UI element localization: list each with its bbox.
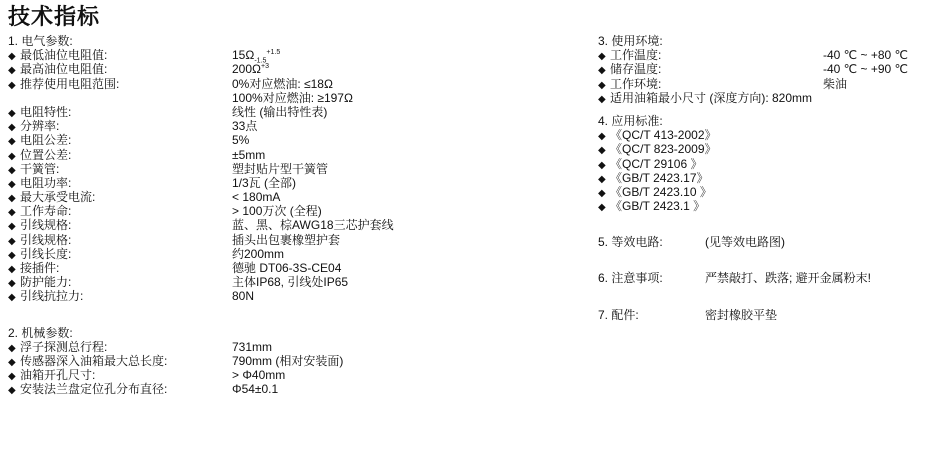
- electrical-param-row: [8, 176, 568, 190]
- electrical-param-row: [8, 91, 568, 105]
- electrical-param-label: ◆ 电阻功率:: [8, 176, 71, 192]
- diamond-bullet-icon: ◆: [598, 145, 606, 157]
- environment-param-value: -40 ℃ ~ +90 ℃: [823, 62, 908, 77]
- diamond-bullet-icon: ◆: [8, 371, 16, 383]
- tolerance-lower: -1.5: [254, 57, 267, 65]
- electrical-param-row: [8, 133, 568, 147]
- standards-list: [598, 128, 928, 213]
- left-column: [8, 34, 568, 397]
- electrical-param-label: ◆ 防护能力:: [8, 275, 71, 291]
- electrical-param-row: [8, 148, 568, 162]
- accessories-label: 7. 配件:: [598, 307, 639, 322]
- right-column: [598, 34, 928, 322]
- electrical-param-value: 5%: [232, 133, 250, 148]
- diamond-bullet-icon: ◆: [598, 65, 606, 77]
- diamond-bullet-icon: ◆: [8, 193, 16, 205]
- electrical-param-row: [8, 105, 568, 119]
- diamond-bullet-icon: ◆: [8, 178, 16, 190]
- electrical-param-label: ◆ 引线长度:: [8, 247, 71, 263]
- electrical-param-label: ◆ 电阻特性:: [8, 105, 71, 121]
- electrical-param-row: [8, 218, 568, 232]
- electrical-param-value: 线性 (输出特性表): [232, 104, 328, 119]
- diamond-bullet-icon: ◆: [598, 51, 606, 63]
- environment-param-label: ◆ 工作环境:: [598, 77, 661, 93]
- electrical-param-value: ±5mm: [232, 147, 266, 162]
- electrical-param-row: [8, 119, 568, 133]
- diamond-bullet-icon: ◆: [8, 249, 16, 261]
- diamond-bullet-icon: ◆: [8, 264, 16, 275]
- standard-item: ◆ 《GB/T 2423.17》: [598, 171, 928, 185]
- diamond-bullet-icon: ◆: [8, 65, 16, 77]
- section-mechanical-heading: 2. 机械参数:: [8, 325, 73, 340]
- electrical-param-label: ◆ 位置公差:: [8, 148, 71, 164]
- cautions-value: 严禁敲打、跌落; 避开金属粉末!: [705, 271, 872, 286]
- electrical-param-label: ◆ 最高油位电阻值:: [8, 62, 107, 78]
- equivalent-circuit-row: [598, 235, 928, 249]
- diamond-bullet-icon: ◆: [8, 136, 16, 148]
- diamond-bullet-icon: ◆: [8, 235, 16, 247]
- electrical-param-value: $200\Omega^{+3}$: [232, 62, 269, 77]
- electrical-param-row: [8, 247, 568, 261]
- electrical-param-label: ◆ 引线抗拉力:: [8, 289, 83, 305]
- electrical-param-value: 蓝、黑、棕AWG18三芯护套线: [232, 218, 394, 233]
- electrical-param-row: [8, 233, 568, 247]
- mechanical-params-list: [8, 340, 568, 397]
- page-title: 技术指标: [8, 4, 101, 29]
- electrical-param-value: 1/3瓦 (全部): [232, 175, 297, 190]
- electrical-param-row: [8, 261, 568, 275]
- environment-param-row: [598, 62, 928, 76]
- section-environment-heading: 3. 使用环境:: [598, 34, 663, 48]
- section-standards-heading: 4. 应用标准:: [598, 113, 663, 128]
- diamond-bullet-icon: ◆: [8, 278, 16, 290]
- diamond-bullet-icon: ◆: [8, 122, 16, 134]
- standard-item: ◆ 《GB/T 2423.1 》: [598, 199, 928, 213]
- electrical-param-label: ◆ 电阻公差:: [8, 133, 71, 149]
- equivalent-circuit-label: 5. 等效电路:: [598, 235, 663, 250]
- environment-param-row: [598, 91, 928, 105]
- diamond-bullet-icon: ◆: [8, 51, 16, 63]
- mechanical-param-value: 731mm: [232, 339, 273, 354]
- environment-param-value: 柴油: [823, 76, 848, 91]
- standard-item: ◆ 《QC/T 823-2009》: [598, 142, 928, 156]
- standard-item: ◆ 《QC/T 29106 》: [598, 157, 928, 171]
- electrical-param-row: [8, 48, 568, 65]
- electrical-param-value: 100%对应燃油: ≥197Ω: [232, 90, 353, 105]
- tolerance-upper: +1.5: [266, 49, 281, 57]
- diamond-bullet-icon: ◆: [598, 173, 606, 185]
- electrical-param-label: ◆ 最低油位电阻值:: [8, 48, 107, 64]
- environment-param-value: -40 ℃ ~ +80 ℃: [823, 48, 908, 63]
- standard-item: ◆ 《GB/T 2423.10 》: [598, 185, 928, 199]
- electrical-param-value: 0%对应燃油: ≤18Ω: [232, 76, 333, 91]
- mechanical-param-value: 790mm (相对安装面): [232, 353, 344, 368]
- cautions-label: 6. 注意事项:: [598, 271, 663, 286]
- cautions-row: [598, 271, 928, 285]
- electrical-param-value: > 100万次 (全程): [232, 204, 322, 219]
- environment-param-row: [598, 48, 928, 62]
- mechanical-param-label: ◆ 传感器深入油箱最大总长度:: [8, 354, 167, 370]
- diamond-bullet-icon: ◆: [8, 292, 16, 304]
- accessories-row: [598, 308, 928, 322]
- electrical-param-row: [8, 77, 568, 91]
- diamond-bullet-icon: ◆: [8, 385, 16, 397]
- electrical-param-label: ◆ 引线规格:: [8, 218, 71, 234]
- electrical-param-value: < 180mA: [232, 190, 281, 205]
- electrical-param-row: [8, 190, 568, 204]
- environment-param-row: [598, 77, 928, 91]
- mechanical-param-row: [8, 368, 568, 382]
- section-electrical-heading: 1. 电气参数:: [8, 34, 73, 48]
- diamond-bullet-icon: ◆: [8, 150, 16, 162]
- diamond-bullet-icon: ◆: [598, 131, 606, 143]
- diamond-bullet-icon: ◆: [8, 356, 16, 368]
- electrical-param-row: [8, 275, 568, 289]
- electrical-param-value: 德驰 DT06-3S-CE04: [232, 261, 342, 275]
- mechanical-param-row: [8, 382, 568, 396]
- equivalent-circuit-value: (见等效电路图): [705, 235, 785, 250]
- electrical-param-value: 主体IP68, 引线处IP65: [232, 275, 349, 290]
- mechanical-param-row: [8, 340, 568, 354]
- diamond-bullet-icon: ◆: [8, 79, 16, 91]
- diamond-bullet-icon: ◆: [598, 93, 606, 105]
- electrical-param-label: ◆ 推荐使用电阻范围:: [8, 77, 119, 93]
- environment-param-label: ◆ 储存温度:: [598, 62, 661, 78]
- electrical-param-row: [8, 62, 568, 76]
- environment-list: [598, 48, 928, 105]
- diamond-bullet-icon: ◆: [598, 159, 606, 171]
- diamond-bullet-icon: ◆: [8, 207, 16, 219]
- electrical-param-label: ◆ 工作寿命:: [8, 204, 71, 220]
- accessories-value: 密封橡胶平垫: [705, 307, 778, 322]
- electrical-param-row: [8, 162, 568, 176]
- electrical-param-value: 约200mm: [232, 246, 285, 261]
- mechanical-param-row: [8, 354, 568, 368]
- electrical-param-row: [8, 289, 568, 303]
- diamond-bullet-icon: ◆: [8, 164, 16, 176]
- mechanical-param-label: ◆ 安装法兰盘定位孔分布直径:: [8, 382, 167, 398]
- standard-item: ◆ 《QC/T 413-2002》: [598, 128, 928, 142]
- electrical-param-value: 80N: [232, 289, 255, 304]
- electrical-param-value: 插头出包裹橡塑护套: [232, 232, 341, 247]
- environment-param-label: ◆ 工作温度:: [598, 48, 661, 64]
- mechanical-param-value: > Φ40mm: [232, 368, 286, 383]
- electrical-param-value: $15\Omega_{-1.5}^{+1.5}$: [232, 48, 281, 65]
- diamond-bullet-icon: ◆: [598, 202, 606, 214]
- diamond-bullet-icon: ◆: [598, 187, 606, 199]
- environment-param-label: ◆ 适用油箱最小尺寸 (深度方向): 820mm: [598, 91, 812, 107]
- electrical-param-label: ◆ 引线规格:: [8, 233, 71, 249]
- diamond-bullet-icon: ◆: [8, 342, 16, 354]
- electrical-param-label: ◆ 分辨率:: [8, 119, 59, 135]
- electrical-param-row: [8, 204, 568, 218]
- mechanical-param-label: ◆ 油箱开孔尺寸:: [8, 368, 95, 384]
- electrical-param-label: ◆ 干簧管:: [8, 162, 59, 178]
- tolerance-upper: +3: [261, 63, 269, 71]
- mechanical-param-label: ◆ 浮子探测总行程:: [8, 340, 107, 356]
- diamond-bullet-icon: ◆: [8, 221, 16, 233]
- diamond-bullet-icon: ◆: [8, 107, 16, 119]
- electrical-param-value: 塑封贴片型干簧管: [232, 161, 329, 176]
- electrical-param-label: ◆ 最大承受电流:: [8, 190, 95, 206]
- electrical-params-list: [8, 48, 568, 303]
- electrical-param-value: 33点: [232, 119, 258, 134]
- diamond-bullet-icon: ◆: [598, 79, 606, 91]
- mechanical-param-value: Φ54±0.1: [232, 382, 279, 397]
- electrical-param-label: ◆ 接插件:: [8, 261, 59, 277]
